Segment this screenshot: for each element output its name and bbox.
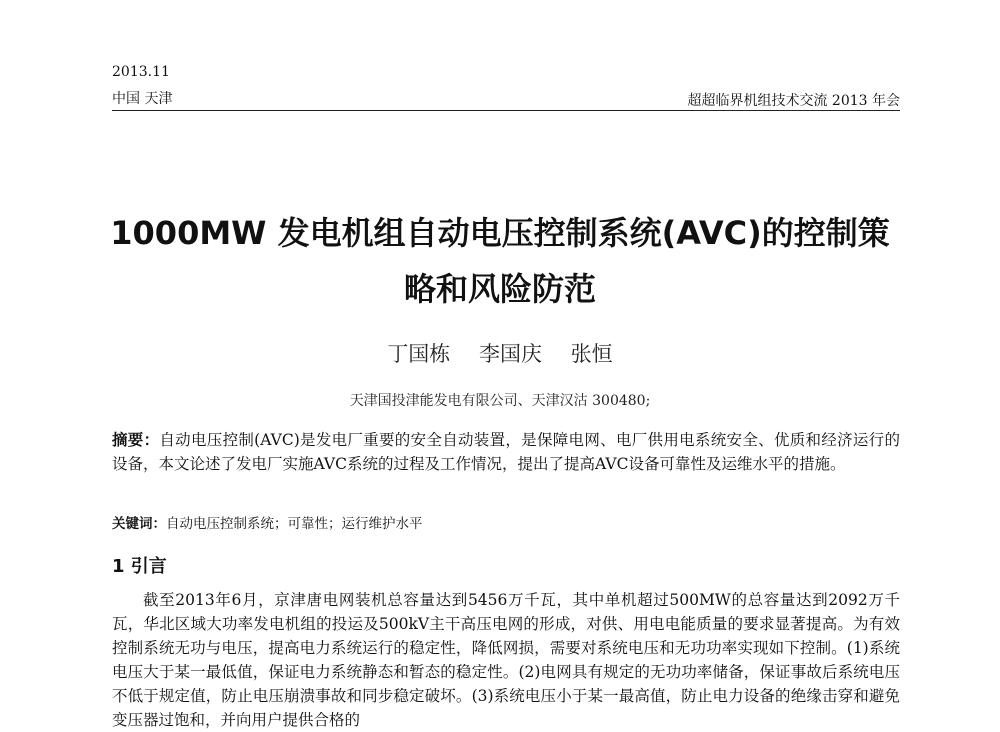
header-rule (112, 110, 900, 111)
affiliation: 天津国投津能发电有限公司、天津汉沽 300480; (349, 393, 651, 409)
abstract-label: 摘要： (112, 430, 160, 449)
header-date: 2013.11 (112, 64, 170, 80)
keywords-text: 自动电压控制系统；可靠性；运行维护水平 (166, 516, 423, 532)
keywords-label: 关键词： (112, 516, 166, 532)
section-heading: 1 引言 (112, 556, 167, 577)
authors: 丁国栋 李国庆 张恒 (387, 342, 613, 366)
keywords (112, 514, 900, 534)
body-text (112, 588, 900, 732)
abstract-text: 自动电压控制(AVC)是发电厂重要的安全自动装置，是保障电网、电厂供用电系统安全、优质和经济运行的设备，本文论述了发电厂实施AVC系统的过程及工作情况，提出了提高AVC设备可靠性及运维水平的措施。 (112, 431, 900, 473)
abstract (112, 428, 900, 476)
body-paragraph: 截至2013年6月，京津唐电网装机总容量达到5456万千瓦，其中单机超过500MW的总容量达到2092万千瓦，华北区域大功率发电机组的投运及500kV主干高压电网的形成，对供、用电电能质量的要求显著提高。为有效控制系统无功与电压，提高电力系统运行的稳定性，降低网损，需要对系统电压和无功功率实现如下控制。(1)系统电压大于某一最低值，保证电力系统静态和暂态的稳定性。(2)电网具有规定的无功功率储备，保证事故后系统电压不低于规定值，防止电压崩溃事故和同步稳定破坏。(3)系统电压小于某一最高值，防止电力设备的绝缘击穿和避免变压器过饱和，并向用户提供合格的 (112, 591, 900, 729)
paper-title: 1000MW 发电机组自动电压控制系统(AVC)的控制策略和风险防范 (110, 214, 890, 308)
header-conference: 超超临界机组技术交流 2013 年会 (687, 93, 900, 109)
header-place: 中国 天津 (112, 91, 173, 107)
